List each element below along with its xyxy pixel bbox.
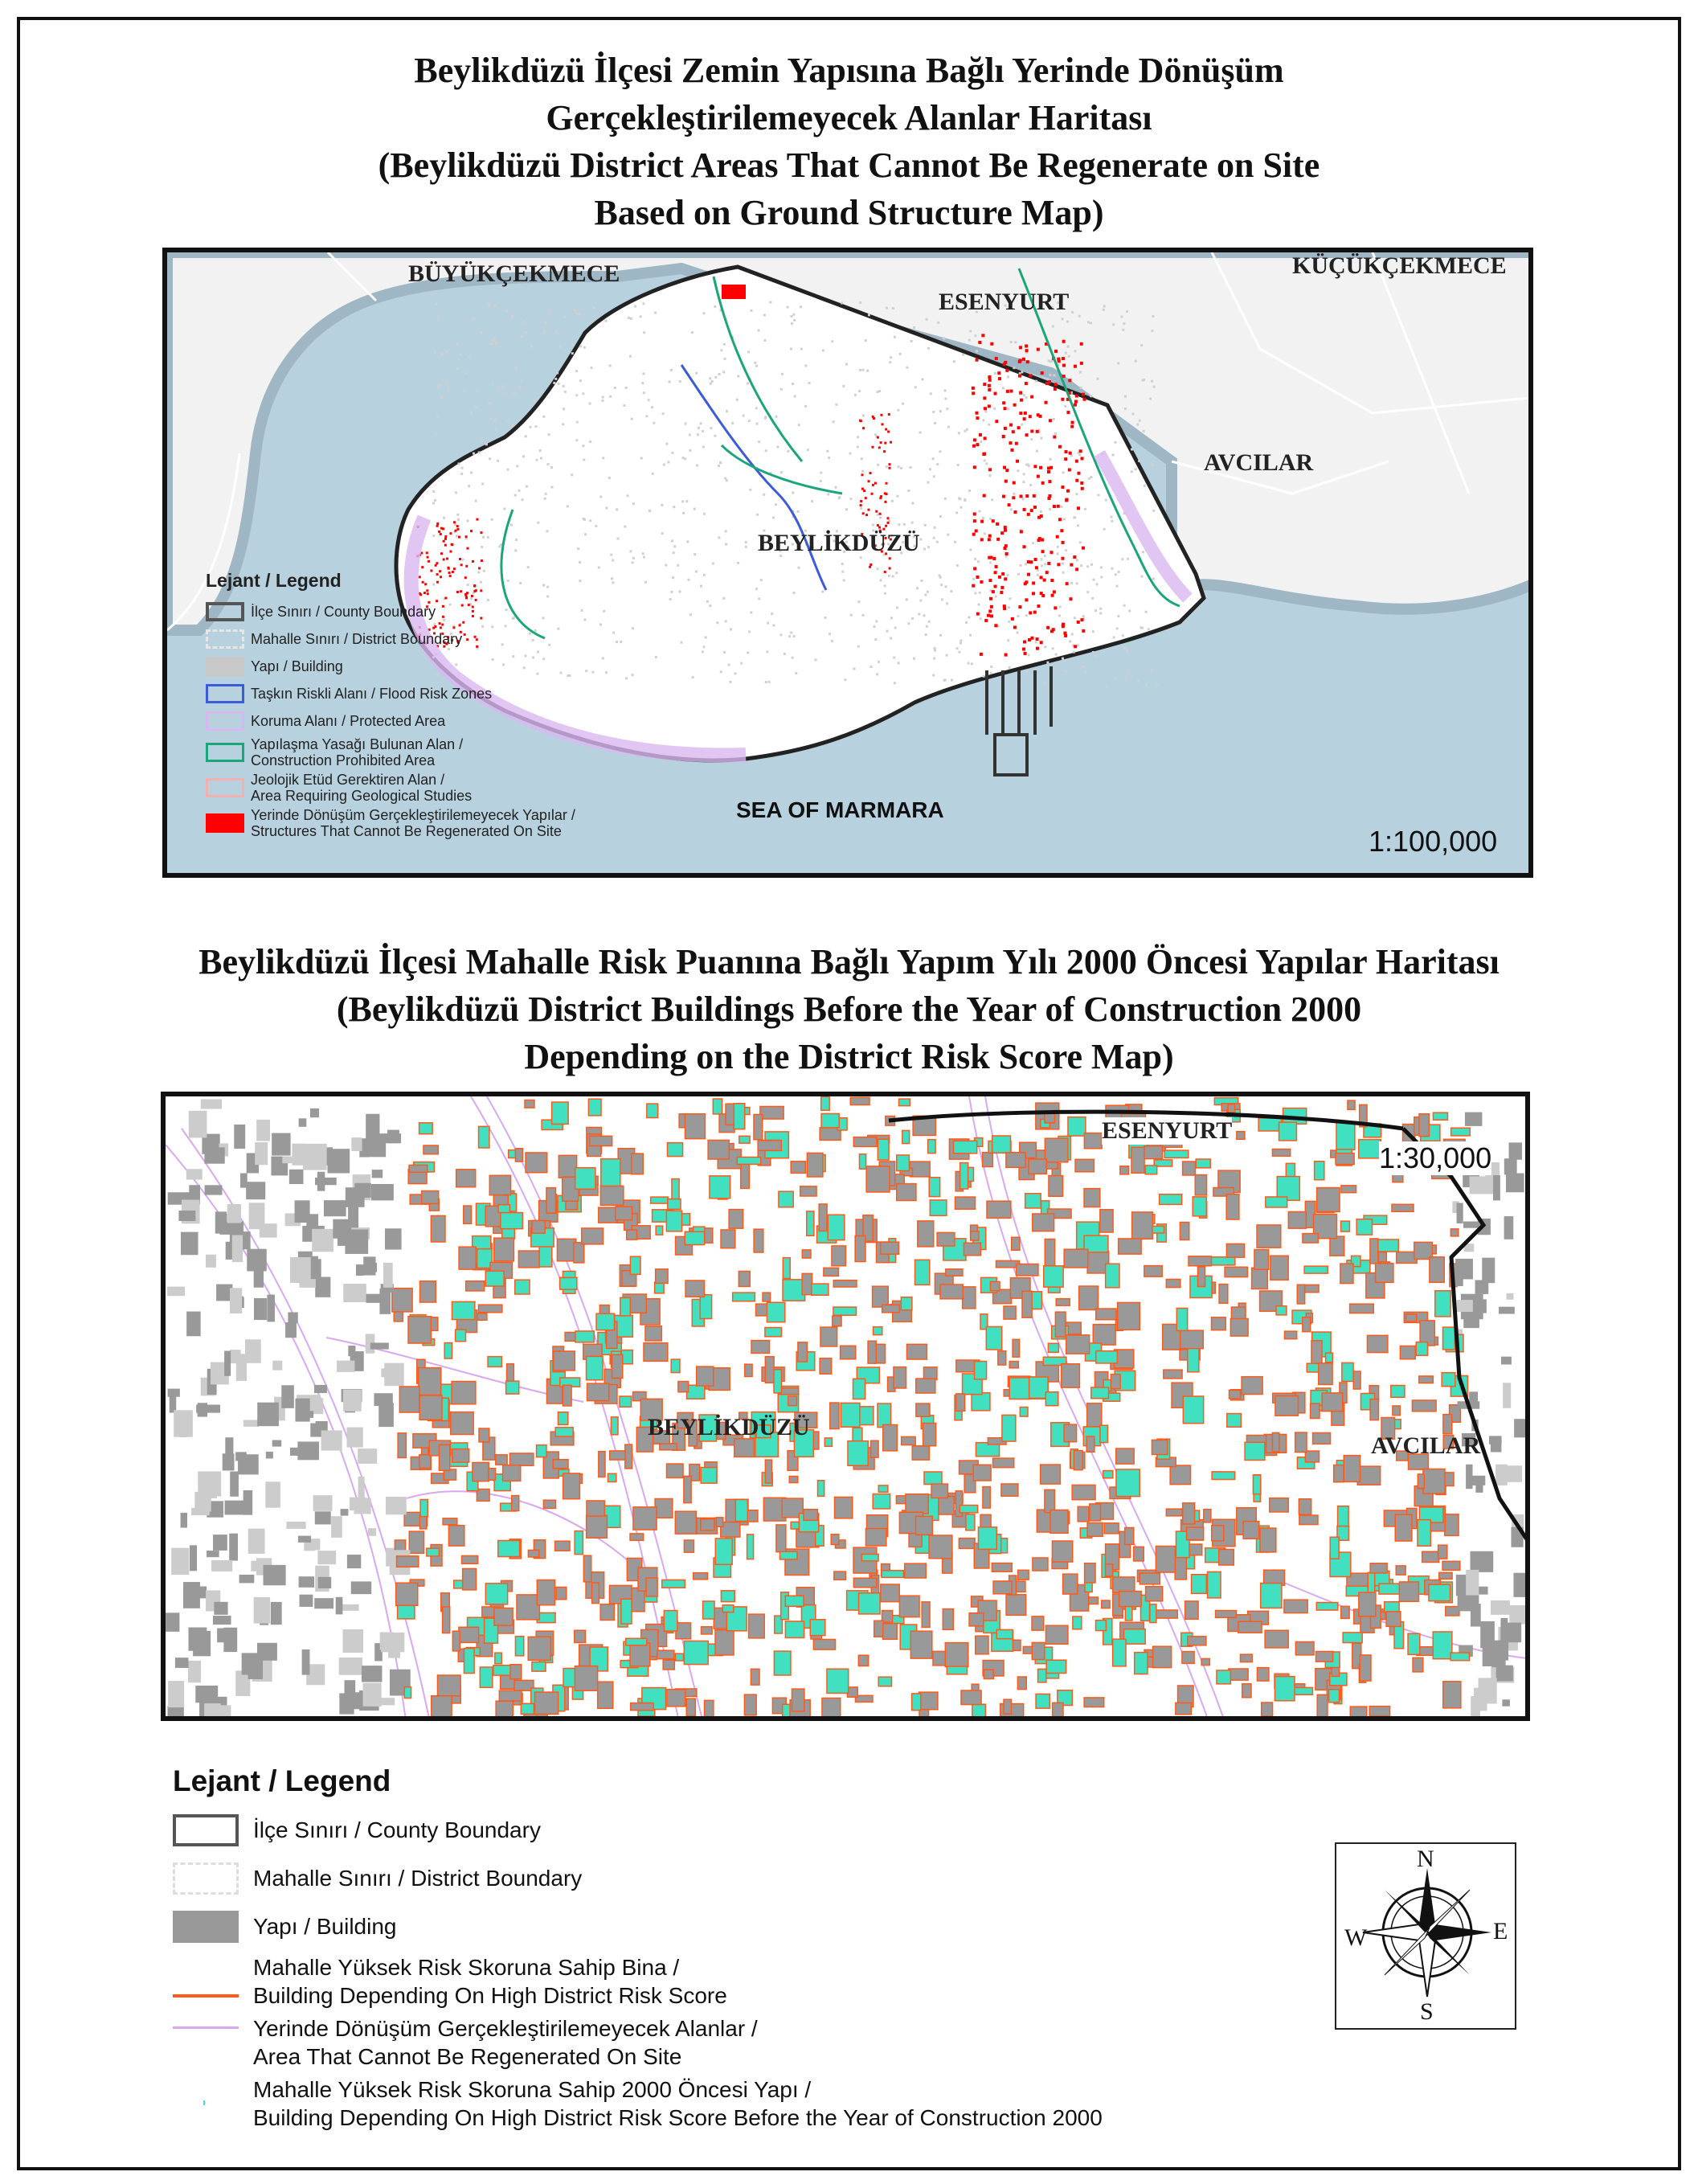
compass-west: W	[1344, 1924, 1368, 1951]
legend-label: Koruma Alanı / Protected Area	[251, 712, 446, 729]
district-boundary-swatch	[206, 629, 244, 649]
legend-label: Building Depending On High District Risk Score	[253, 1983, 727, 2008]
geological-study-swatch	[206, 778, 244, 797]
legend-item	[173, 1903, 1103, 1951]
legend-label: Yerinde Dönüşüm Gerçekleştirilemeyecek Alanlar /	[253, 2016, 758, 2041]
legend-label: İlçe Sınırı / County Boundary	[253, 1817, 541, 1842]
legend-item	[206, 770, 575, 805]
map2-title	[0, 938, 1698, 1080]
legend-label: Building Depending On High District Risk Score Before the Year of Construction 2000	[253, 2105, 1103, 2130]
county-boundary-swatch	[173, 1814, 239, 1846]
map1-title	[0, 47, 1698, 236]
legend-label: Mahalle Sınırı / District Boundary	[251, 630, 463, 647]
unregenerable-structure-swatch	[206, 813, 244, 833]
pre2000-swatch	[173, 2088, 239, 2120]
map1-scale: 1:100,000	[1369, 825, 1498, 858]
risk-score-map	[161, 1092, 1530, 1721]
legend-label: Mahalle Sınırı / District Boundary	[253, 1866, 583, 1891]
risk-score-map-graphic	[166, 1096, 1530, 1721]
label-beylikduzu: BEYLİKDÜZÜ	[648, 1414, 810, 1440]
map1-title-line: Beylikdüzü İlçesi Zemin Yapısına Bağlı Yerinde Dönüşüm	[414, 51, 1284, 90]
legend-label: Yapı / Building	[253, 1914, 397, 1939]
legend-label: Construction Prohibited Area	[251, 752, 436, 768]
compass-north: N	[1417, 1846, 1434, 1872]
ground-structure-map	[162, 248, 1533, 878]
legend-label: Yapılaşma Yasağı Bulunan Alan /	[251, 736, 464, 752]
legend-label: İlçe Sınırı / County Boundary	[251, 603, 436, 620]
legend-item	[173, 1951, 1103, 2012]
label-avcilar: AVCILAR	[1204, 449, 1314, 476]
map2-title-line: Depending on the District Risk Score Map)	[524, 1037, 1174, 1076]
map1-title-line: Based on Ground Structure Map)	[594, 193, 1104, 232]
map2-title-line: (Beylikdüzü District Buildings Before the Year of Construction 2000	[336, 990, 1362, 1029]
buildings	[166, 1096, 1530, 1721]
legend-item	[206, 680, 575, 707]
label-esenyurt: ESENYURT	[939, 289, 1070, 315]
legend-label: Jeolojik Etüd Gerektiren Alan /	[251, 772, 445, 788]
legend-label: Taşkın Riskli Alanı / Flood Risk Zones	[251, 685, 493, 702]
label-avcilar: AVCILAR	[1371, 1432, 1481, 1459]
map2-scale: 1:30,000	[1379, 1141, 1492, 1174]
legend-item	[206, 707, 575, 735]
legend-label: Area That Cannot Be Regenerated On Site	[253, 2044, 682, 2069]
compass-east: E	[1493, 1918, 1508, 1944]
legend-item	[206, 625, 575, 653]
building-swatch	[206, 657, 244, 676]
label-beylikduzu: BEYLİKDÜZÜ	[758, 530, 920, 556]
compass-south: S	[1420, 1998, 1434, 2025]
legend-item	[173, 1854, 1103, 1903]
map2-title-line: Beylikdüzü İlçesi Mahalle Risk Puanına Bağlı Yapım Yılı 2000 Öncesi Yapılar Haritası	[198, 942, 1500, 981]
flood-risk-swatch	[206, 684, 244, 703]
legend-title: Lejant / Legend	[206, 570, 342, 591]
legend-item	[173, 2073, 1103, 2134]
legend-item	[206, 653, 575, 680]
map1-title-line: Gerçekleştirilemeyecek Alanlar Haritası	[546, 98, 1152, 137]
label-esenyurt: ESENYURT	[1102, 1117, 1233, 1144]
map2-legend	[173, 1764, 1103, 2134]
legend-label: Yerinde Dönüşüm Gerçekleştirilemeyecek Yapılar /	[251, 807, 575, 823]
map1-legend	[206, 570, 575, 841]
legend-label: Area Requiring Geological Studies	[251, 788, 473, 804]
protected-area-swatch	[206, 711, 244, 731]
county-boundary-swatch	[206, 602, 244, 621]
legend-item	[206, 735, 575, 770]
construction-prohibited-swatch	[206, 743, 244, 762]
label-buyukcekmece: BÜYÜKÇEKMECE	[408, 260, 620, 287]
district-boundary-swatch	[173, 1862, 239, 1895]
legend-item	[206, 598, 575, 625]
legend-item	[173, 1806, 1103, 1854]
high-risk-swatch	[173, 1965, 239, 1998]
legend-item	[206, 805, 575, 841]
north-arrow-compass	[1335, 1842, 1516, 2030]
legend-label: Structures That Cannot Be Regenerated On Site	[251, 823, 562, 839]
unregenerable-area-swatch	[173, 2026, 239, 2059]
legend-item	[173, 2012, 1103, 2073]
legend-label: Mahalle Yüksek Risk Skoruna Sahip Bina /	[253, 1955, 680, 1980]
legend-title: Lejant / Legend	[173, 1764, 391, 1797]
label-sea-of-marmara: SEA OF MARMARA	[736, 797, 944, 822]
map1-title-line: (Beylikdüzü District Areas That Cannot Be Regenerate on Site	[378, 145, 1320, 185]
building-swatch	[173, 1911, 239, 1943]
legend-label: Mahalle Yüksek Risk Skoruna Sahip 2000 Öncesi Yapı /	[253, 2077, 812, 2102]
legend-label: Yapı / Building	[251, 658, 343, 674]
label-kucukcekmece: KÜÇÜKÇEKMECE	[1292, 252, 1507, 279]
